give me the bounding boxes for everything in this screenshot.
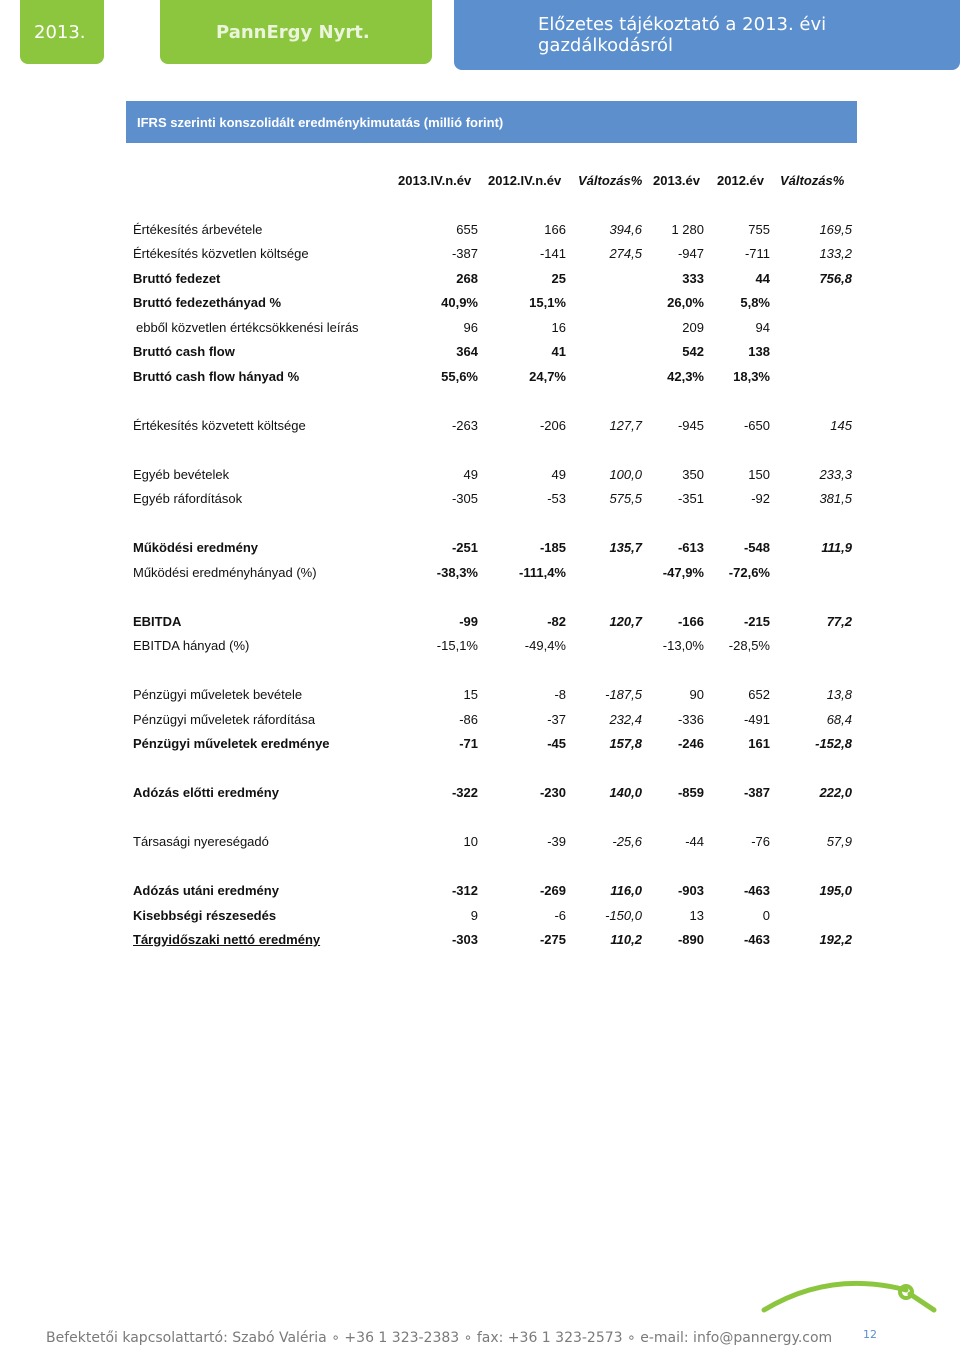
- cell: 150: [748, 467, 770, 482]
- cell: 140,0: [609, 785, 642, 800]
- cell: 41: [551, 344, 566, 359]
- cell: 120,7: [609, 614, 642, 629]
- table-title: IFRS szerinti konszolidált eredménykimutatás (millió forint): [137, 114, 504, 130]
- cell: -945: [677, 418, 704, 433]
- cell: -269: [539, 883, 566, 898]
- row-label: Bruttó fedezethányad %: [133, 295, 282, 310]
- col-header: 2012.év: [717, 173, 764, 188]
- cell: 25: [551, 271, 566, 286]
- cell: 209: [682, 320, 704, 335]
- cell: 381,5: [819, 491, 852, 506]
- cell: -336: [677, 712, 704, 727]
- cell: 5,8%: [740, 295, 770, 310]
- header-company: PannErgy Nyrt.: [216, 21, 370, 43]
- cell: 161: [748, 736, 770, 751]
- row-label: Értékesítés közvetlen költsége: [133, 246, 309, 261]
- cell: 268: [456, 271, 478, 286]
- cell: 18,3%: [733, 369, 770, 384]
- cell: 127,7: [609, 418, 642, 433]
- table-header-row: [0, 171, 960, 191]
- row-label: Pénzügyi műveletek eredménye: [133, 736, 330, 751]
- table-row: [0, 244, 960, 264]
- cell: -72,6%: [728, 565, 770, 580]
- row-label: Társasági nyereségadó: [133, 834, 269, 849]
- table-row: [0, 367, 960, 387]
- table-title-banner: [126, 101, 857, 143]
- col-header: Változás%: [780, 173, 845, 188]
- cell: -387: [451, 246, 478, 261]
- footer-contact: Befektetői kapcsolattartó: Szabó Valéria ∘ +36 1 323-2383 ∘ fax: +36 1 323-2573 ∘ e-mail: info@pannergy.com: [46, 1330, 833, 1346]
- cell: -613: [677, 540, 704, 555]
- table-row: [0, 612, 960, 632]
- table-row: [0, 489, 960, 509]
- cell: 274,5: [609, 246, 642, 261]
- cell: -45: [547, 736, 566, 751]
- table-row: [0, 930, 960, 950]
- cell: -141: [539, 246, 566, 261]
- row-label: Működési eredmény: [133, 540, 258, 555]
- cell: 13,8: [826, 687, 852, 702]
- cell: -187,5: [605, 687, 642, 702]
- table-row: [0, 416, 960, 436]
- cell: -166: [677, 614, 704, 629]
- cell: 133,2: [819, 246, 852, 261]
- cell: -206: [539, 418, 566, 433]
- col-header: 2013.év: [653, 173, 700, 188]
- cell: -49,4%: [524, 638, 566, 653]
- cell: 15: [463, 687, 478, 702]
- col-header: Változás%: [578, 173, 643, 188]
- cell: 542: [682, 344, 704, 359]
- row-label: Egyéb bevételek: [133, 467, 230, 482]
- table-row: [0, 832, 960, 852]
- table-row: [0, 636, 960, 656]
- cell: 394,6: [609, 222, 642, 237]
- cell: 350: [682, 467, 704, 482]
- row-label: EBITDA hányad (%): [133, 638, 250, 653]
- cell: -99: [459, 614, 478, 629]
- cell: -463: [743, 883, 770, 898]
- row-label: Működési eredményhányad (%): [133, 565, 317, 580]
- table-row: [0, 881, 960, 901]
- cell: -650: [743, 418, 770, 433]
- cell: -251: [451, 540, 478, 555]
- cell: -86: [459, 712, 478, 727]
- cell: 135,7: [609, 540, 642, 555]
- cell: 166: [544, 222, 566, 237]
- cell: -47,9%: [662, 565, 704, 580]
- cell: -947: [677, 246, 704, 261]
- cell: 195,0: [819, 883, 852, 898]
- header-title: Előzetes tájékoztató a 2013. évi gazdálkodásról: [538, 14, 827, 56]
- cell: -8: [554, 687, 566, 702]
- row-label: Kisebbségi részesedés: [133, 908, 277, 923]
- header-year-tab: [20, 0, 104, 64]
- header-year: 2013.: [34, 21, 86, 43]
- cell: 1 280: [671, 222, 704, 237]
- header-title-tab: [454, 0, 960, 70]
- table-row: [0, 293, 960, 313]
- cell: 145: [830, 418, 852, 433]
- cell: 13: [689, 908, 704, 923]
- cell: 364: [456, 344, 478, 359]
- cell: -351: [677, 491, 704, 506]
- col-header: 2013.IV.n.év: [398, 173, 472, 188]
- cell: -263: [451, 418, 478, 433]
- cell: 756,8: [819, 271, 852, 286]
- cell: 0: [762, 908, 770, 923]
- table-row: [0, 710, 960, 730]
- table-row: [0, 734, 960, 754]
- decorative-curve: [760, 1278, 950, 1318]
- cell: -53: [547, 491, 566, 506]
- table-row: [0, 783, 960, 803]
- cell: 652: [748, 687, 770, 702]
- cell: 222,0: [819, 785, 852, 800]
- row-label: Egyéb ráfordítások: [133, 491, 243, 506]
- cell: 16: [551, 320, 566, 335]
- cell: -246: [677, 736, 704, 751]
- cell: 575,5: [609, 491, 642, 506]
- cell: 10: [463, 834, 478, 849]
- cell: 40,9%: [441, 295, 478, 310]
- cell: -185: [539, 540, 566, 555]
- cell: 157,8: [609, 736, 642, 751]
- cell: -92: [751, 491, 770, 506]
- cell: 100,0: [609, 467, 642, 482]
- cell: 9: [470, 908, 478, 923]
- cell: -548: [743, 540, 770, 555]
- cell: 68,4: [826, 712, 852, 727]
- cell: -15,1%: [436, 638, 478, 653]
- cell: -111,4%: [519, 565, 566, 580]
- cell: -13,0%: [662, 638, 704, 653]
- cell: -152,8: [815, 736, 852, 751]
- cell: 94: [755, 320, 770, 335]
- col-header: 2012.IV.n.év: [488, 173, 562, 188]
- row-label: Értékesítés árbevétele: [133, 222, 263, 237]
- cell: 55,6%: [441, 369, 478, 384]
- cell: -39: [547, 834, 566, 849]
- row-label: Pénzügyi műveletek bevétele: [133, 687, 303, 702]
- cell: -303: [451, 932, 478, 947]
- cell: 57,9: [826, 834, 852, 849]
- cell: -312: [451, 883, 478, 898]
- cell: -275: [539, 932, 566, 947]
- table-row: [0, 563, 960, 583]
- cell: -305: [451, 491, 478, 506]
- cell: 49: [463, 467, 478, 482]
- cell: 15,1%: [529, 295, 566, 310]
- table-row: [0, 685, 960, 705]
- row-label: Adózás előtti eredmény: [133, 785, 279, 800]
- cell: 24,7%: [529, 369, 566, 384]
- row-label: Tárgyidőszaki nettó eredmény: [133, 932, 321, 947]
- row-label: EBITDA: [133, 614, 182, 629]
- table-row: [0, 906, 960, 926]
- cell: 116,0: [610, 883, 642, 898]
- table-row: [0, 538, 960, 558]
- row-label: Adózás utáni eredmény: [133, 883, 279, 898]
- row-label: Bruttó cash flow hányad %: [133, 369, 300, 384]
- row-label: Pénzügyi műveletek ráfordítása: [133, 712, 316, 727]
- cell: -491: [743, 712, 770, 727]
- cell: -322: [451, 785, 478, 800]
- table-row: [0, 465, 960, 485]
- cell: -71: [459, 736, 478, 751]
- cell: 111,9: [821, 540, 852, 555]
- row-label: Bruttó fedezet: [133, 271, 221, 286]
- cell: -890: [677, 932, 704, 947]
- cell: -859: [677, 785, 704, 800]
- cell: 44: [755, 271, 770, 286]
- cell: -6: [554, 908, 566, 923]
- cell: 42,3%: [667, 369, 704, 384]
- table-row: [0, 342, 960, 362]
- table-row: [0, 220, 960, 240]
- cell: 26,0%: [667, 295, 704, 310]
- cell: -711: [744, 246, 770, 261]
- cell: 96: [463, 320, 478, 335]
- cell: -38,3%: [436, 565, 478, 580]
- cell: 90: [689, 687, 704, 702]
- cell: 49: [551, 467, 566, 482]
- cell: -44: [685, 834, 704, 849]
- cell: -150,0: [605, 908, 642, 923]
- cell: 232,4: [609, 712, 642, 727]
- row-label: Értékesítés közvetett költsége: [133, 418, 306, 433]
- cell: 110,2: [610, 932, 642, 947]
- cell: -387: [743, 785, 770, 800]
- table-row: [0, 269, 960, 289]
- cell: 192,2: [819, 932, 852, 947]
- table-row: [0, 318, 960, 338]
- cell: 138: [748, 344, 770, 359]
- cell: -37: [547, 712, 566, 727]
- row-label: ebből közvetlen értékcsökkenési leírás: [136, 320, 359, 335]
- cell: 169,5: [819, 222, 852, 237]
- cell: -25,6: [612, 834, 642, 849]
- cell: 755: [748, 222, 770, 237]
- cell: -463: [743, 932, 770, 947]
- cell: -76: [751, 834, 770, 849]
- cell: 655: [456, 222, 478, 237]
- cell: 77,2: [826, 614, 852, 629]
- cell: 233,3: [819, 467, 852, 482]
- cell: -215: [743, 614, 770, 629]
- header-company-tab: [160, 0, 432, 64]
- cell: -28,5%: [728, 638, 770, 653]
- cell: -230: [539, 785, 566, 800]
- page-number: 12: [863, 1328, 877, 1341]
- cell: -903: [677, 883, 704, 898]
- cell: 333: [682, 271, 704, 286]
- cell: -82: [547, 614, 566, 629]
- row-label: Bruttó cash flow: [133, 344, 235, 359]
